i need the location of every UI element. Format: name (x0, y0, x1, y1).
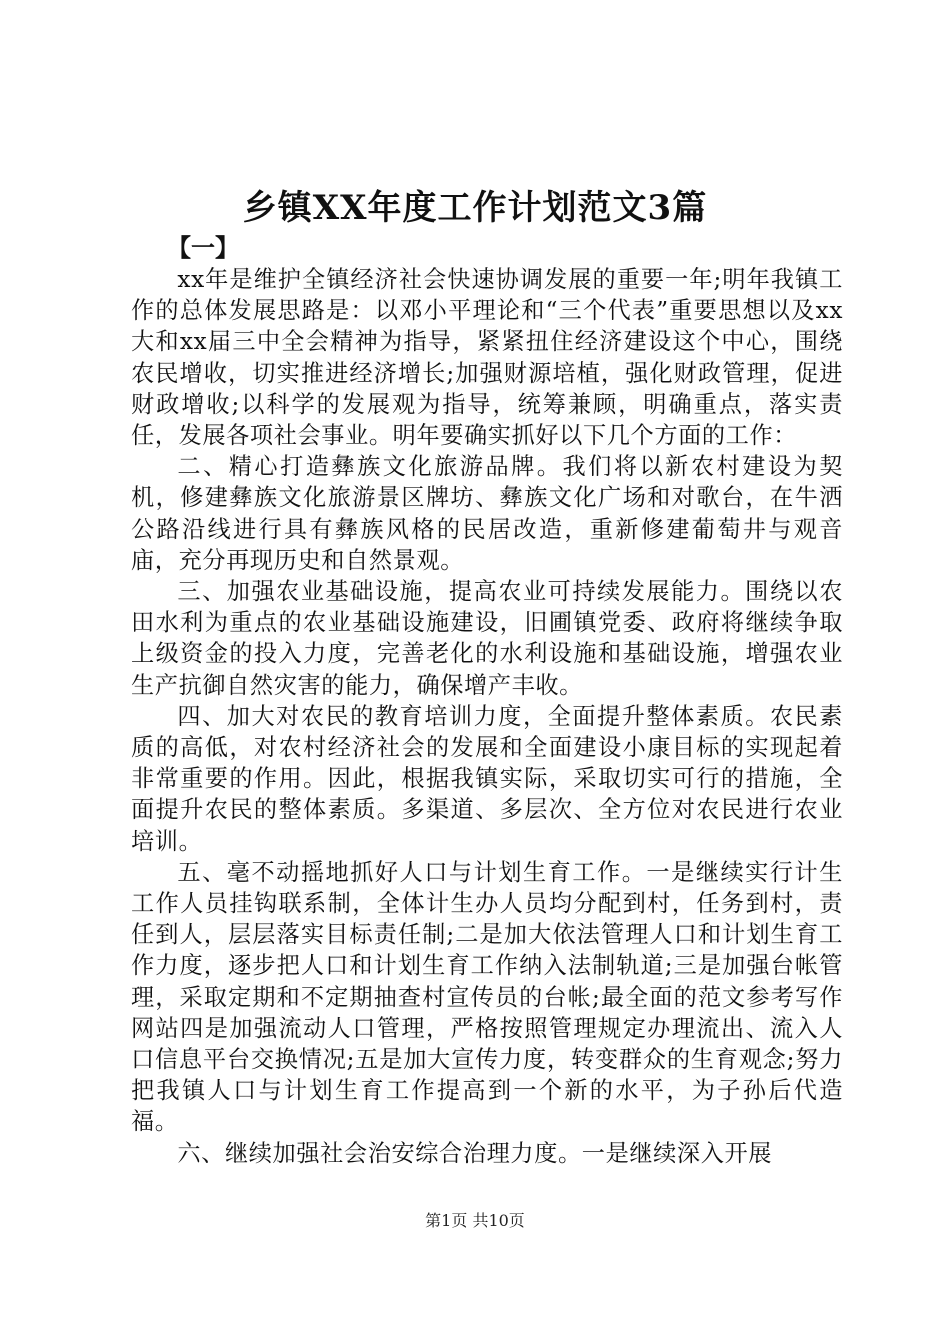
page-number-footer: 第1页 共10页 (425, 1211, 525, 1230)
document-title: 乡镇XX年度工作计划范文3篇 (242, 188, 708, 228)
paragraph-intro: xx年是维护全镇经济社会快速协调发展的重要一年;明年我镇工作的总体发展思路是：以邓小平理论和“三个代表”重要思想以及xx大和xx届三中全会精神为指导，紧紧扭住经济建设这个中心，围绕农民增收，切实推进经济增长;加强财源培植，强化财政管理，促进财政增收;以科学的发展观为指导，统筹兼顾，明确重点，落实责任，发展各项社会事业。明年要确实抓好以下几个方面的工作： (131, 266, 843, 450)
paragraph-agriculture-infrastructure: 三、加强农业基础设施，提高农业可持续发展能力。围绕以农田水利为重点的农业基础设施建设，旧圃镇党委、政府将继续争取上级资金的投入力度，完善老化的水利设施和基础设施，增强农业生产抗御自然灾害的能力，确保增产丰收。 (131, 578, 843, 699)
paragraph-tourism-brand: 二、精心打造彝族文化旅游品牌。我们将以新农村建设为契机，修建彝族文化旅游景区牌坊、彝族文化广场和对歌台，在牛洒公路沿线进行具有彝族风格的民居改造，重新修建葡萄井与观音庙，充分再现历史和自然景观。 (131, 453, 843, 574)
paragraph-farmer-training: 四、加大对农民的教育培训力度，全面提升整体素质。农民素质的高低，对农村经济社会的发展和全面建设小康目标的实现起着非常重要的作用。因此，根据我镇实际，采取切实可行的措施，全面提升农民的整体素质。多渠道、多层次、全方位对农民进行农业培训。 (131, 702, 843, 855)
paragraph-family-planning: 五、毫不动摇地抓好人口与计划生育工作。一是继续实行计生工作人员挂钩联系制，全体计生办人员均分配到村，任务到村，责任到人，层层落实目标责任制;二是加大依法管理人口和计划生育工作力度，逐步把人口和计划生育工作纳入法制轨道;三是加强台帐管理，采取定期和不定期抽查村宣传员的台帐;最全面的范文参考写作网站四是加强流动人口管理，严格按照管理规定办理流出、流入人口信息平台交换情况;五是加大宣传力度，转变群众的生育观念;努力把我镇人口与计划生育工作提高到一个新的水平，为子孙后代造福。 (131, 858, 843, 1136)
document-body (131, 232, 843, 1169)
section-heading: 【一】 (167, 233, 239, 262)
paragraph-public-security: 六、继续加强社会治安综合治理力度。一是继续深入开展 (177, 1139, 773, 1167)
